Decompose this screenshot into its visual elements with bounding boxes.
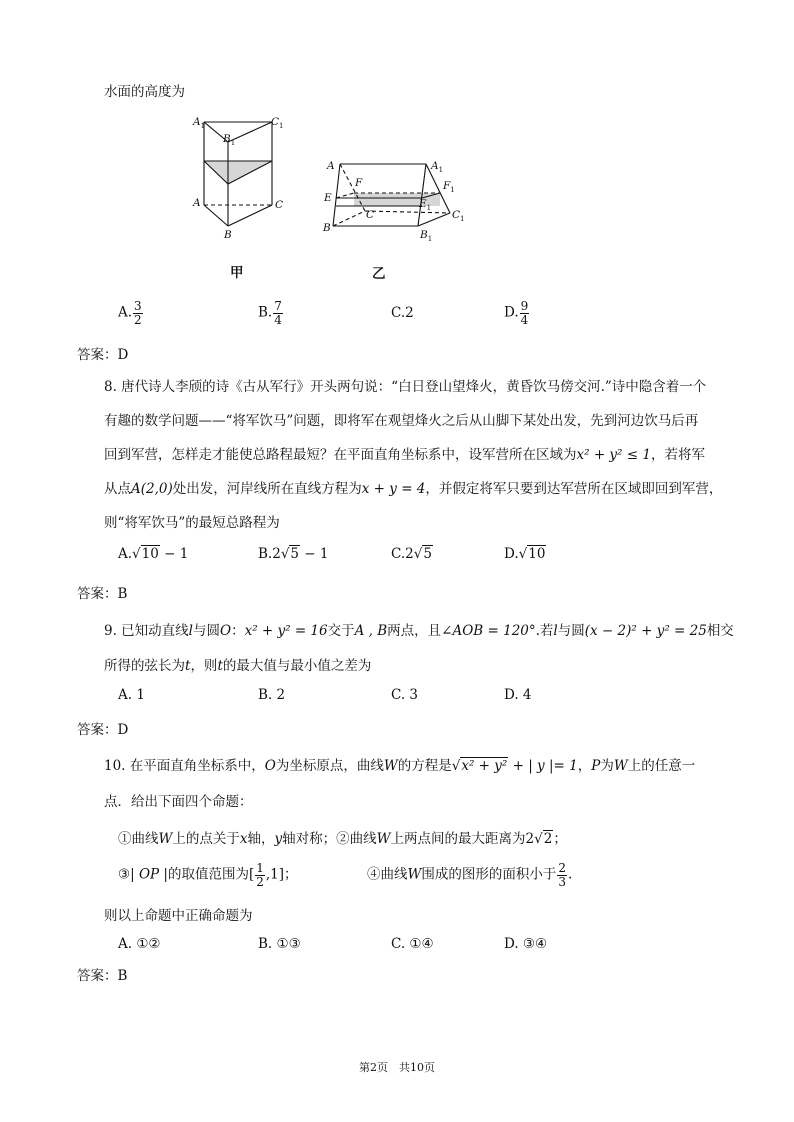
q7-option-b[interactable]: B. $\frac{7}{4}$ [258,299,282,327]
q8-line3: 回到军营，怎样走才能使总路程最短？在平面直角坐标系中，设军营所在区域为x² + y² ≤ 1，若将军 [104,447,705,463]
label-r-a1: $A_1$ [431,160,444,175]
q8-option-a[interactable]: A.√10 − 1 [118,546,189,562]
water-triangle [204,161,272,184]
q7-option-c[interactable]: C.2 [391,305,414,321]
prism-jia [204,122,272,226]
q7-answer: 答案：D [77,347,129,363]
q9-option-d[interactable]: D. 4 [504,687,532,703]
q8-line4: 从点A(2,0)处出发，河岸线所在直线方程为x + y = 4，并假定将军只要到达军营所在区域即回到军营， [104,481,723,497]
caption-jia: 甲 [230,265,244,281]
q10-prop-3: ③| OP |的取值范围为[ $\frac{1}{2}$ ,1]； [118,861,298,889]
page-footer: 第2页 共10页 [359,1061,435,1074]
label-b1: $B_1$ [223,133,236,148]
label-a: A [193,197,201,209]
q10-option-c[interactable]: C. ①④ [391,936,434,952]
label-r-c: C [366,209,375,221]
q9-answer: 答案：D [77,722,129,738]
label-a1: $A_1$ [193,116,206,131]
q10-option-d[interactable]: D. ③④ [504,936,548,952]
label-r-f1: $F_1$ [443,180,455,195]
label-r-e: E [324,192,332,204]
q9-option-b[interactable]: B. 2 [258,687,286,703]
q10-prop-4: ④曲线W围成的图形的面积小于 $\frac{2}{3}$ . [367,861,573,889]
label-c1: $C_1$ [271,116,284,131]
q10-answer: 答案：B [77,968,128,984]
label-c: C [275,199,284,211]
q7-option-a[interactable]: A. $\frac{3}{2}$ [118,299,142,327]
caption-yi: 乙 [372,266,386,282]
label-r-e1: $E_1$ [419,198,432,213]
q9-option-a[interactable]: A. 1 [118,687,145,703]
intro-text: 水面的高度为 [104,84,185,100]
q9-line2: 所得的弦长为t，则t的最大值与最小值之差为 [104,658,372,674]
q8-line5: 则“将军饮马”的最短总路程为 [104,515,280,531]
label-r-c1: $C_1$ [452,209,465,224]
q8-option-c[interactable]: C.2√5 [391,546,432,562]
q8-option-d[interactable]: D.√10 [504,546,546,562]
q10-option-a[interactable]: A. ①② [118,936,161,952]
q7-option-d[interactable]: D. $\frac{9}{4}$ [504,299,529,327]
q10-line2: 点．给出下面四个命题： [104,794,253,810]
label-r-f: F [355,177,363,189]
q8-line1: 8. 唐代诗人李颀的诗《古从军行》开头两句说：“白日登山望烽火，黄昏饮马傍交河.”诗中隐含着一个 [104,379,707,395]
q9-option-c[interactable]: C. 3 [391,687,419,703]
label-r-a: A [327,160,335,172]
q10-option-b[interactable]: B. ①③ [258,936,301,952]
label-b: B [224,229,232,241]
label-r-b: B [323,222,331,234]
q8-answer: 答案：B [77,586,128,602]
label-r-b1: $B_1$ [420,229,433,244]
q9-line1: 9. 已知动直线l与圆O：x² + y² = 16交于A , B两点，且∠AOB = 120°.若l与圆(x − 2)² + y² = 25相交 [104,623,734,639]
q10-line1: 10. 在平面直角坐标系中，O为坐标原点，曲线W的方程是√x² + y² + | y |= 1，P为W上的任意一 [104,758,696,774]
q10-prop-1-2: ①曲线W上的点关于x轴，y轴对称；②曲线W上两点间的最大距离为2√2； [118,831,567,847]
q8-option-b[interactable]: B.2√5 − 1 [258,546,329,562]
q8-line2: 有趣的数学问题——“将军饮马”问题，即将军在观望烽火之后从山脚下某处出发，先到河边饮马后再 [104,413,699,429]
q10-line5: 则以上命题中正确命题为 [104,908,253,924]
